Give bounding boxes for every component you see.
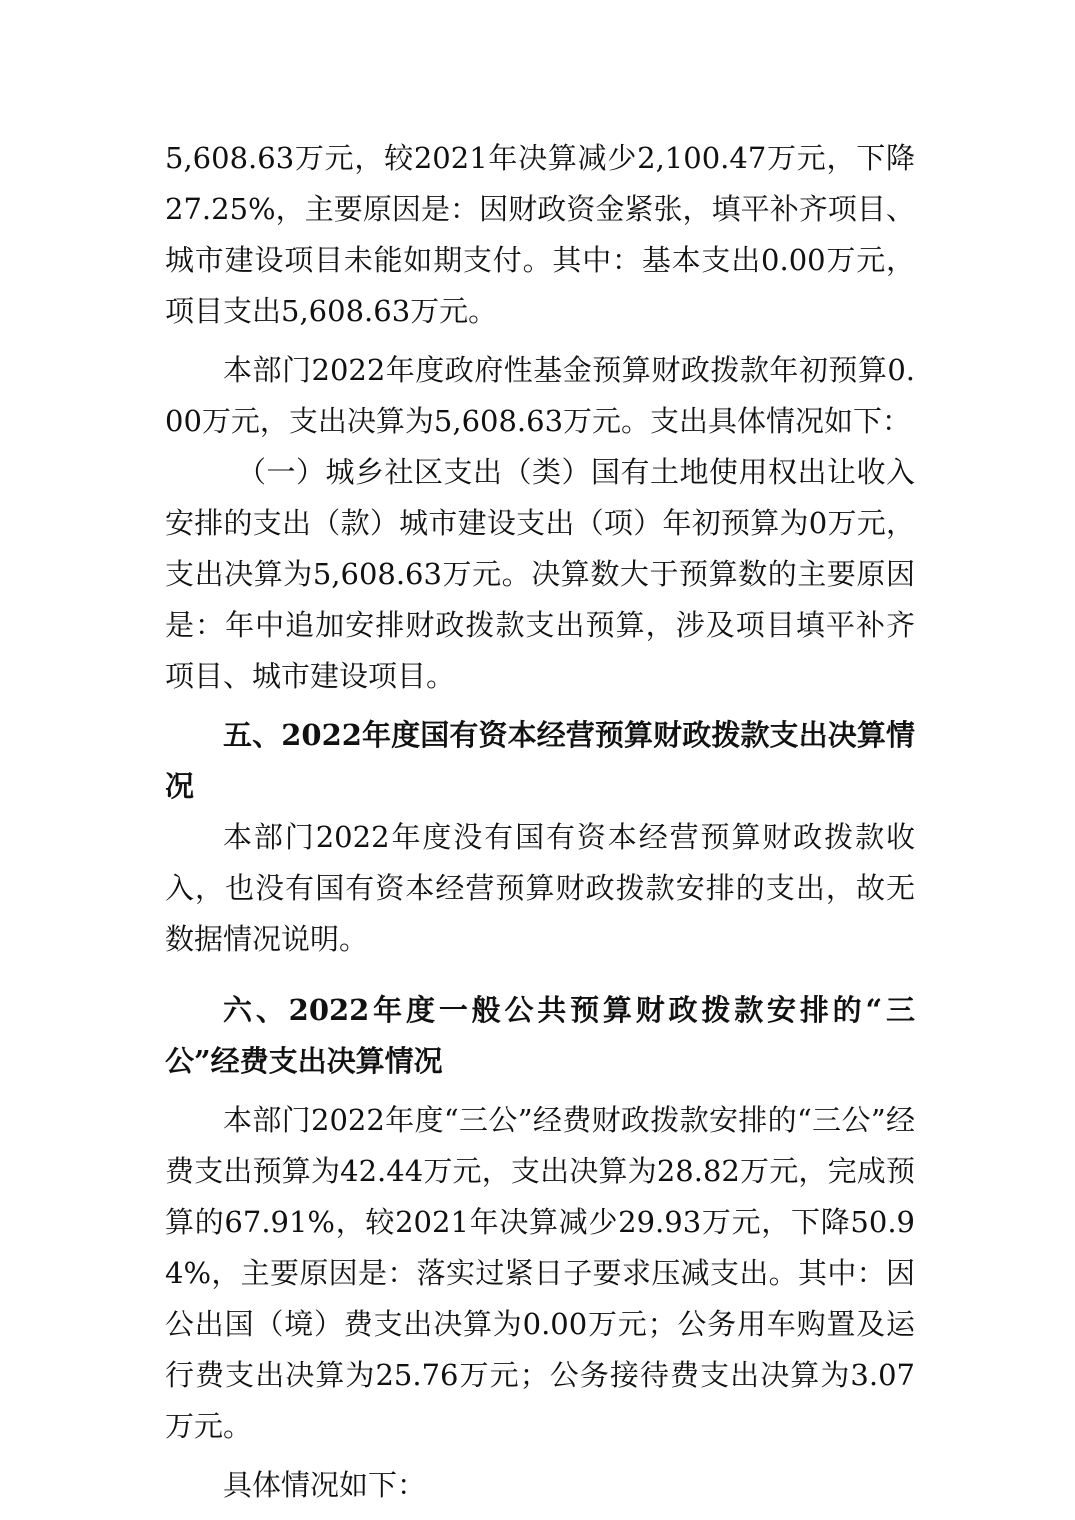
section-heading-6: 六、2022年度一般公共预算财政拨款安排的“三公”经费支出决算情况 [165, 993, 915, 1078]
paragraph-three-public-expenses: 本部门2022年度“三公”经费财政拨款安排的“三公”经费支出预算为42.44万元，支出决算为28.82万元，完成预算的67.91%，较2021年决算减少29.93万元，下降50.94%，主要原因是：落实过紧日子要求压减支出。其中：因公出国（境）费支出决算为0.00万元；公务用车购置及运行费支出决算为25.76万元；公务接待费支出决算为3.07万元。 [165, 1103, 915, 1443]
document-page [165, 133, 915, 1511]
paragraph-fund-summary: 5,608.63万元，较2021年决算减少2,100.47万元，下降27.25%，主要原因是：因财政资金紧张，填平补齐项目、城市建设项目未能如期支付。其中：基本支出0.00万元，项目支出5,608.63万元。 [165, 141, 915, 328]
paragraph-details-intro: 具体情况如下： [223, 1468, 427, 1502]
paragraph-fund-budget: 本部门2022年度政府性基金预算财政拨款年初预算0.00万元，支出决算为5,608.63万元。支出具体情况如下： [165, 353, 915, 438]
paragraph-state-capital: 本部门2022年度没有国有资本经营预算财政拨款收入，也没有国有资本经营预算财政拨款安排的支出，故无数据情况说明。 [165, 820, 915, 956]
paragraph-urban-rural-expense: （一）城乡社区支出（类）国有土地使用权出让收入安排的支出（款）城市建设支出（项）年初预算为0万元，支出决算为5,608.63万元。决算数大于预算数的主要原因是：年中追加安排财政拨款支出预算，涉及项目填平补齐项目、城市建设项目。 [165, 455, 915, 693]
section-heading-5: 五、2022年度国有资本经营预算财政拨款支出决算情况 [165, 718, 915, 803]
